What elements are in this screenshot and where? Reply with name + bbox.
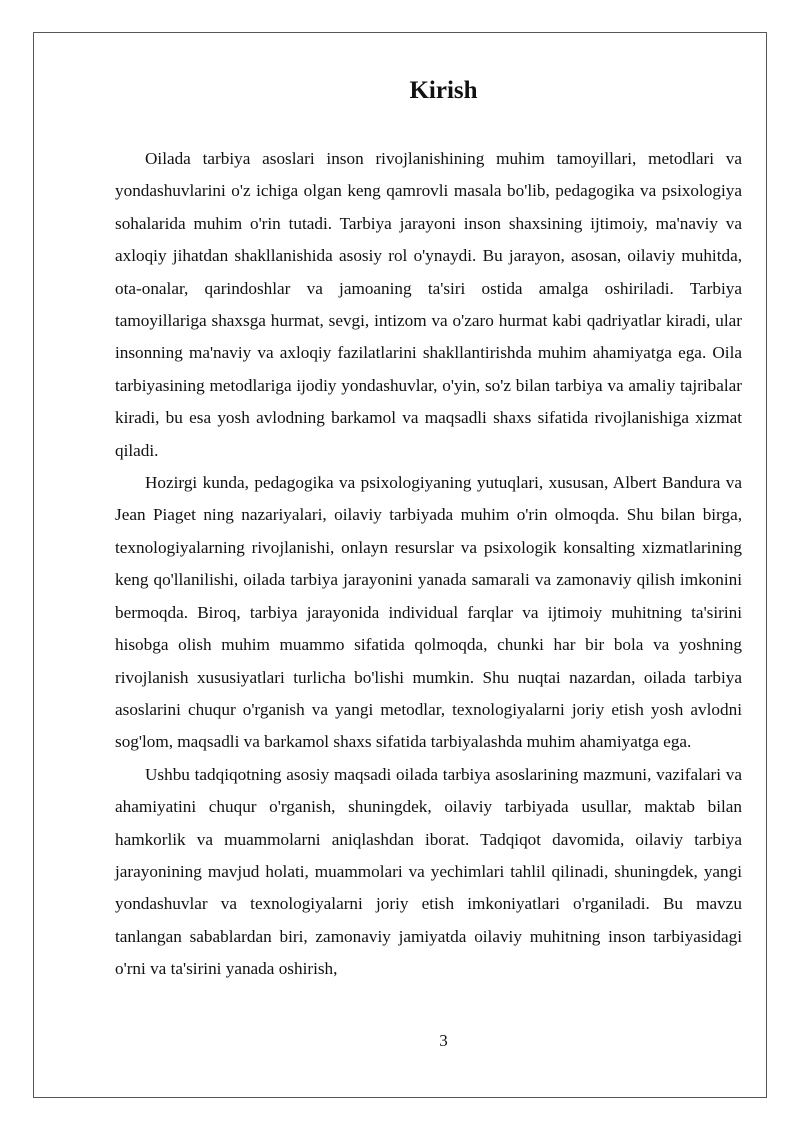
body-text (115, 143, 742, 986)
page-title: Kirish (409, 77, 478, 104)
paragraph-1: Oilada tarbiya asoslari inson rivojlanishining muhim tamoyillari, metodlari va yondashuvlarini o'z ichiga olgan keng qamrovli masala bo'lib, pedagogika va psixologiya sohalarida muhim o'rin tutadi. Tarbiya jarayoni inson shaxsining ijtimoiy, ma'naviy va axloqiy jihatdan shakllanishida asosiy rol o'ynaydi. Bu jarayon, asosan, oilaviy muhitda, ota-onalar, qarindoshlar va jamoaning ta'siri ostida amalga oshiriladi. Tarbiya tamoyillariga shaxsga hurmat, sevgi, intizom va o'zaro hurmat kabi qadriyatlar kiradi, ular insonning ma'naviy va axloqiy fazilatlarini shakllantirishda muhim ahamiyatga ega. Oila tarbiyasining metodlariga ijodiy yondashuvlar, o'yin, so'z bilan tarbiya va amaliy tajribalar kiradi, bu esa yosh avlodning barkamol va maqsadli shaxs sifatida rivojlanishiga xizmat qiladi. (115, 149, 742, 460)
paragraph-2: Hozirgi kunda, pedagogika va psixologiyaning yutuqlari, xususan, Albert Bandura va Jean Piaget ning nazariyalari, oilaviy tarbiyada muhim o'rin olmoqda. Shu bilan birga, texnologiyalarning rivojlanishi, onlayn resurslar va psixologik konsalting xizmatlarining keng qo'llanilishi, oilada tarbiya jarayonini yanada samarali va zamonaviy qilish imkonini bermoqda. Biroq, tarbiya jarayonida individual farqlar va ijtimoiy muhitning ta'sirini hisobga olish muhim muammo sifatida qolmoqda, chunki har bir bola va yoshning rivojlanish xususiyatlari turlicha bo'lishi mumkin. Shu nuqtai nazardan, oilada tarbiya asoslarini chuqur o'rganish va yangi metodlar, texnologiyalarni joriy etish yosh avlodni sog'lom, maqsadli va barkamol shaxs sifatida tarbiyalashda muhim ahamiyatga ega. (115, 473, 742, 752)
paragraph-3: Ushbu tadqiqotning asosiy maqsadi oilada tarbiya asoslarining mazmuni, vazifalari va ahamiyatini chuqur o'rganish, shuningdek, oilaviy tarbiyada usullar, maktab bilan hamkorlik va muammolarni aniqlashdan iborat. Tadqiqot davomida, oilaviy tarbiya jarayonining mavjud holati, muammolari va yechimlari tahlil qilinadi, shuningdek, yangi yondashuvlar va texnologiyalarni joriy etish imkoniyatlari o'rganiladi. Bu mavzu tanlangan sabablardan biri, zamonaviy jamiyatda oilaviy muhitning inson tarbiyasidagi o'rni va ta'sirini yanada oshirish, (115, 764, 742, 979)
page-number: 3 (439, 1031, 448, 1050)
